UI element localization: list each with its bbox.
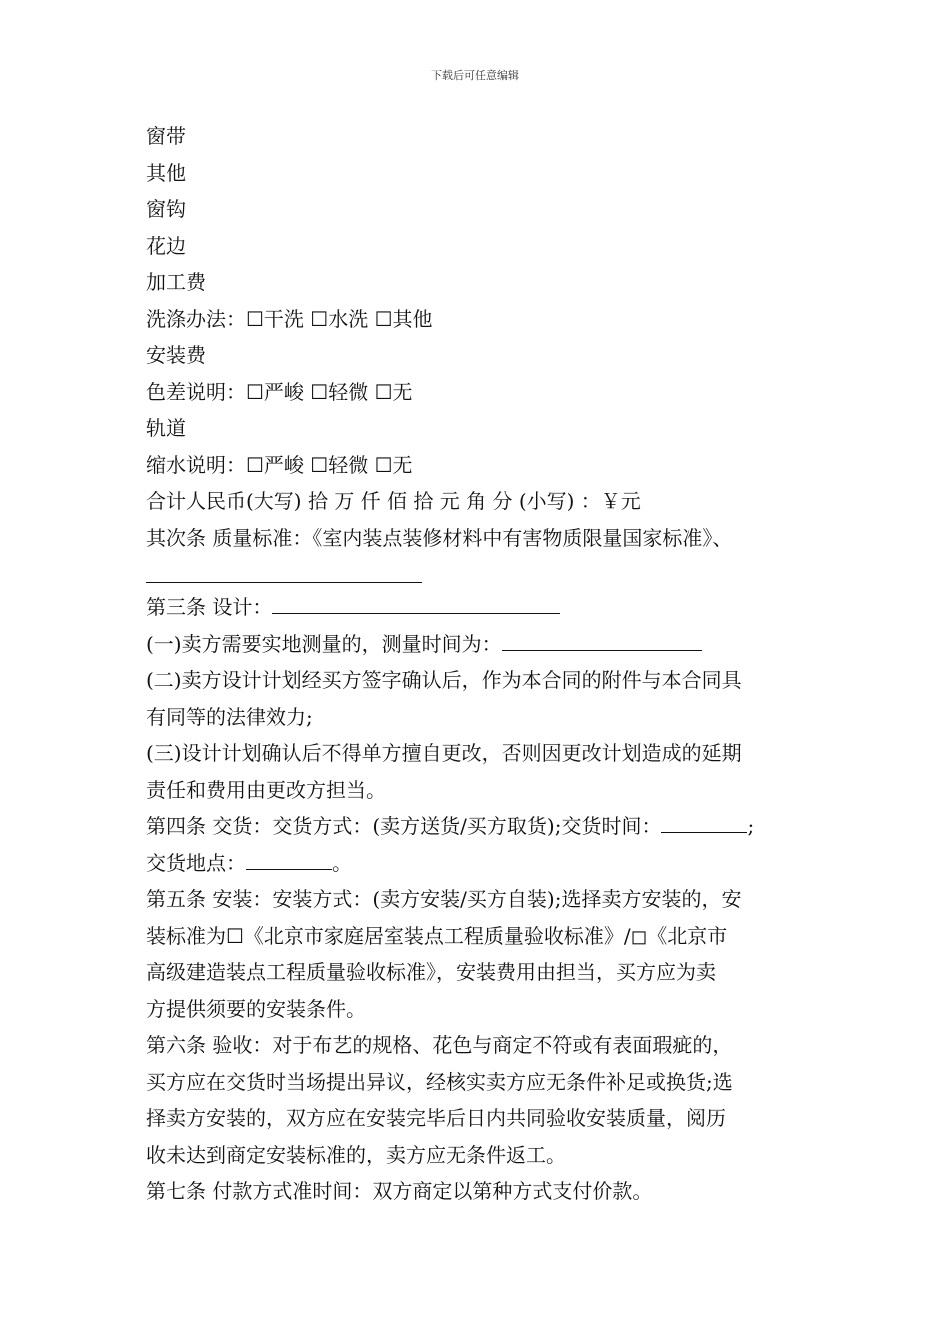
delivery-sep: ; (747, 814, 755, 838)
delivery-place-label: 交货地点： (146, 850, 246, 875)
article-6-accept-1: 第六条 验收：对于布艺的规格、花色与商定不符或有表面瑕疵的， (146, 1033, 733, 1057)
item-installation-fee: 安装费 (146, 343, 206, 367)
delivery-time-blank (661, 814, 747, 833)
item-track: 轨道 (146, 416, 186, 440)
blank-line (146, 582, 422, 583)
design-measure-text: (一)卖方需要实地测量的，测量时间为： (146, 631, 502, 656)
page-header-note: 下载后可任意编辑 (431, 69, 519, 82)
article-2-quality: 其次条 质量标准：《室内装点装修材料中有害物质限量国家标准》、 (146, 525, 733, 550)
design-confirm-2: 有同等的法律效力; (146, 704, 313, 729)
contract-body (146, 118, 836, 1210)
design-change-1: (三)设计计划确认后不得单方擅自更改，否则因更改计划造成的延期 (146, 741, 742, 765)
item-other: 其他 (146, 160, 186, 185)
shrinkage-note: 缩水说明：☐严峻 ☐轻微 ☐无 (146, 452, 413, 477)
design-measure (146, 626, 836, 663)
delivery-place-end: 。 (332, 850, 352, 875)
article-3-label: 第三条 设计： (146, 595, 273, 619)
delivery-text: 第四条 交货：交货方式：(卖方送货/买方取货);交货时间： (146, 814, 662, 838)
delivery-place-blank (246, 851, 332, 870)
delivery-place (146, 845, 836, 882)
design-blank (272, 595, 560, 614)
article-7-payment: 第七条 付款方式准时间：双方商定以第种方式支付价款。 (146, 1179, 653, 1203)
measure-time-blank (502, 632, 702, 651)
item-processing-fee: 加工费 (146, 270, 206, 294)
article-3-design (146, 589, 836, 626)
item-curtain-hook: 窗钩 (146, 197, 186, 221)
washing-method: 洗涤办法：☐干洗 ☐水洗 ☐其他 (146, 306, 433, 331)
article-6-accept-3: 择卖方安装的，双方应在安装完毕后日内共同验收安装质量，阅历 (146, 1106, 726, 1130)
design-change-2: 责任和费用由更改方担当。 (146, 777, 386, 802)
design-confirm-1: (二)卖方设计计划经买方签字确认后，作为本合同的附件与本合同具 (146, 668, 742, 692)
item-curtain-band: 窗带 (146, 124, 186, 148)
item-lace: 花边 (146, 233, 186, 258)
article-5-install-3: 高级建造装点工程质量验收标准》，安装费用由担当，买方应为卖 (146, 960, 716, 984)
total-amount: 合计人民币(大写) 拾 万 仟 佰 拾 元 角 分 (小写) ：￥元 (146, 489, 641, 513)
article-5-install-4: 方提供须要的安装条件。 (146, 996, 366, 1021)
color-difference-note: 色差说明：☐严峻 ☐轻微 ☐无 (146, 379, 413, 404)
article-4-delivery (146, 808, 836, 845)
article-5-install-2: 装标准为☐《北京市家庭居室装点工程质量验收标准》/◻《北京市 (146, 923, 728, 948)
article-6-accept-2: 买方应在交货时当场提出异议，经核实卖方应无条件补足或换货;选 (146, 1069, 733, 1094)
article-6-accept-4: 收未达到商定安装标准的，卖方应无条件返工。 (146, 1142, 566, 1167)
article-5-install-1: 第五条 安装：安装方式：(卖方安装/买方自装);选择卖方安装的，安 (146, 887, 742, 911)
